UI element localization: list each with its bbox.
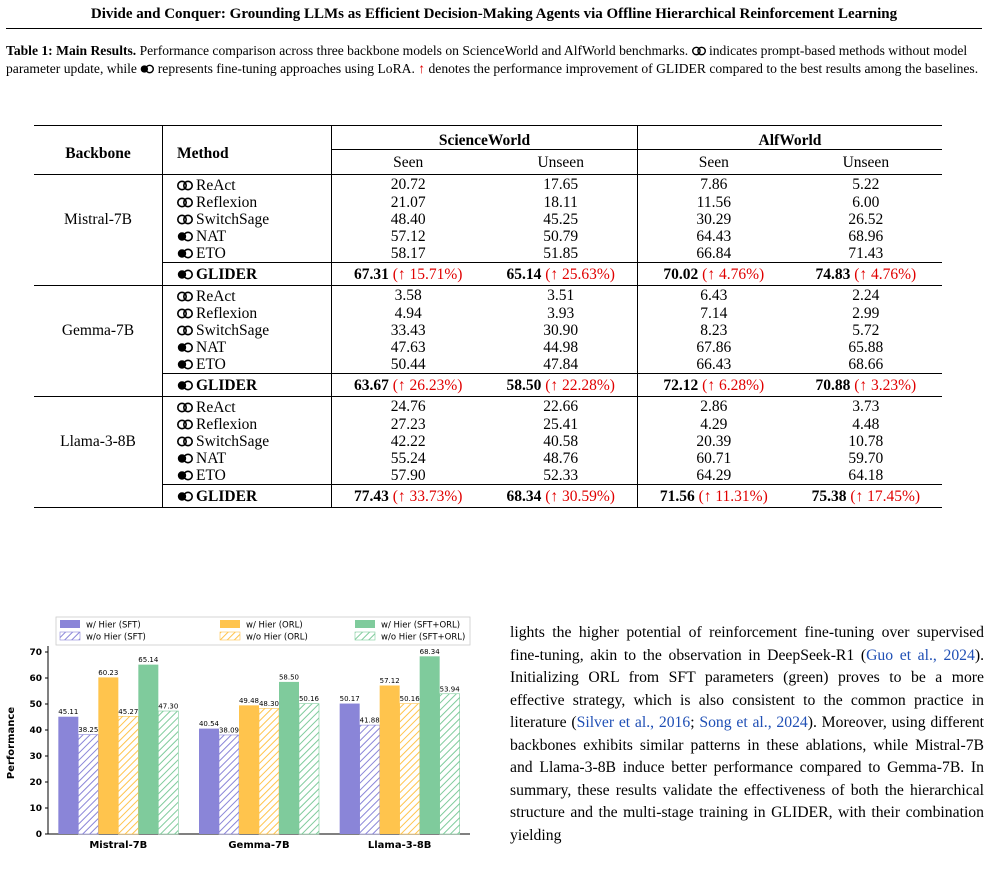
caption-bold: Main Results.: [56, 43, 137, 58]
table-row: [34, 356, 942, 374]
citation-song-year[interactable]: 2024: [776, 714, 808, 731]
table-caption: [6, 42, 982, 78]
glider-value: 70.88: [815, 376, 851, 394]
full-circle-icon: [177, 359, 193, 370]
value-cell: 50.44: [332, 356, 485, 374]
sw-seen-header: Seen: [332, 150, 485, 175]
running-header: Divide and Conquer: Grounding LLMs as Efficient Decision-Making Agents via Offline Hierarchical Reinforcement Learning: [90, 6, 898, 22]
method-cell: [163, 245, 332, 263]
value-cell: 68.66: [848, 356, 884, 373]
improvement-badge: (↑ 3.23%): [854, 376, 917, 394]
value-cell: 5.72: [852, 322, 880, 339]
value-cell: 59.70: [848, 450, 884, 467]
method-name: ETO: [196, 245, 226, 262]
bar: [118, 716, 138, 834]
value-cell: 27.23: [332, 416, 485, 433]
y-tick-label: 70: [29, 648, 42, 658]
x-tick-label: Mistral-7B: [89, 840, 148, 851]
full-circle-icon: [177, 380, 193, 391]
value-cell: 7.86: [637, 175, 789, 195]
glider-value: 67.31: [353, 265, 389, 283]
value-cell: 55.24: [332, 450, 485, 467]
value-cell: 3.51: [547, 287, 575, 304]
legend-label: w/ Hier (SFT): [86, 620, 141, 631]
citation-silver[interactable]: [577, 714, 691, 731]
half-circle-icon: [177, 419, 193, 430]
half-circle-icon: [692, 46, 706, 56]
bar: [440, 694, 460, 834]
full-circle-icon: [177, 269, 193, 280]
full-circle-icon: [177, 342, 193, 353]
full-circle-icon: [177, 231, 193, 242]
citation-sep-2: ,: [650, 714, 659, 731]
half-circle-icon: [177, 308, 193, 319]
bar-value-label: 50.16: [298, 695, 320, 704]
value-cell: 66.84: [637, 245, 789, 263]
caption-label: Table 1:: [6, 43, 53, 58]
table-row: [34, 194, 942, 211]
method-name: SwitchSage: [196, 322, 270, 339]
caption-part3: represents fine-tuning approaches using LoRA.: [157, 61, 415, 76]
method-name: ETO: [196, 356, 226, 373]
method-cell: [163, 374, 332, 397]
value-cell: 68.96: [848, 228, 884, 245]
improvement-badge: (↑ 11.31%): [698, 487, 768, 505]
value-cell: 2.99: [852, 305, 880, 322]
bar-value-label: 65.14: [138, 656, 159, 665]
method-cell: [163, 263, 332, 286]
bar-value-label: 49.48: [238, 696, 260, 705]
glider-value: 71.56: [659, 487, 695, 505]
citation-silver-author[interactable]: Silver et al.: [576, 714, 651, 731]
table-row: [34, 467, 942, 485]
table-row: [34, 433, 942, 450]
method-cell: [163, 322, 332, 339]
method-name: Reflexion: [196, 194, 258, 211]
value-cell: 24.76: [332, 397, 485, 417]
y-tick-label: 60: [29, 674, 42, 684]
sw-unseen-header: Unseen: [537, 153, 584, 171]
bar-value-label: 50.16: [399, 695, 420, 704]
bar: [259, 708, 279, 834]
legend-label: w/o Hier (ORL): [246, 632, 308, 643]
value-cell: 47.84: [543, 356, 579, 373]
bar-value-label: 48.30: [258, 699, 280, 708]
improvement-badge: (↑ 25.63%): [545, 265, 615, 283]
bar: [78, 735, 98, 834]
body-paragraph: [510, 622, 984, 847]
glider-value: 75.38: [811, 487, 847, 505]
y-tick-label: 30: [29, 752, 42, 762]
method-cell: [163, 286, 332, 306]
value-cell: 3.93: [547, 305, 575, 322]
value-cell: 45.25: [543, 211, 579, 228]
glider-value-cell: [484, 485, 637, 508]
glider-value-cell: [637, 374, 789, 397]
citation-guo[interactable]: [866, 647, 975, 664]
method-name: ReAct: [196, 177, 236, 194]
legend-label: w/ Hier (SFT+ORL): [381, 620, 461, 631]
full-circle-icon: [177, 248, 193, 259]
table-row: [34, 245, 942, 263]
value-cell: 3.73: [852, 398, 880, 415]
ablation-bar-chart: [0, 612, 482, 876]
bar-value-label: 58.50: [278, 673, 300, 682]
up-arrow-icon: ↑: [418, 61, 426, 76]
y-tick-label: 10: [29, 804, 42, 814]
value-cell: 71.43: [848, 245, 884, 262]
glider-value-cell: [332, 374, 485, 397]
bar-value-label: 50.17: [339, 695, 360, 704]
body-text-3: ). Moreover, using different backbones exhibits similar patterns in these ablations, while Mistral-7B and Llama-3-8B induce better performance compared to Gemma-7B. In summary, these results validate the effectiveness of both the hierarchical structure and the multi-stage training in GLIDER, with their combination yielding: [510, 714, 985, 844]
glider-value: 58.50: [506, 376, 542, 394]
full-circle-icon: [177, 470, 193, 481]
legend-label: w/ Hier (ORL): [246, 620, 303, 631]
value-cell: 20.39: [637, 433, 789, 450]
improvement-badge: (↑ 26.23%): [392, 376, 463, 394]
glider-value-cell: [790, 263, 942, 286]
body-text-2: ). Initializing ORL from SFT parameters (green) proves to be a more effective strategy, which is also consistent to the common practice in literature (: [510, 646, 984, 731]
table-row: [34, 416, 942, 433]
bar: [158, 711, 178, 834]
value-cell: 25.41: [543, 416, 579, 433]
group-alfworld: AlfWorld: [637, 126, 942, 150]
results-table: [34, 125, 942, 508]
improvement-badge: (↑ 17.45%): [850, 487, 921, 505]
value-cell: 64.18: [848, 467, 884, 484]
method-name: SwitchSage: [196, 211, 270, 228]
method-cell: [163, 467, 332, 485]
bar-value-label: 38.09: [218, 726, 240, 735]
full-circle-icon: [177, 453, 193, 464]
method-name: ETO: [196, 467, 226, 484]
bar: [219, 735, 239, 834]
method-cell: [163, 305, 332, 322]
value-cell: 8.23: [637, 322, 789, 339]
value-cell: 33.43: [332, 322, 485, 339]
value-cell: 4.48: [852, 416, 880, 433]
value-cell: 65.88: [848, 339, 884, 356]
table-row: [34, 211, 942, 228]
value-cell: 60.71: [637, 450, 789, 467]
legend-swatch: [60, 632, 80, 640]
x-tick-label: Llama-3-8B: [367, 840, 432, 851]
y-tick-label: 50: [29, 700, 42, 710]
group-scienceworld: ScienceWorld: [332, 126, 638, 150]
improvement-badge: (↑ 4.76%): [702, 265, 765, 283]
value-cell: 2.86: [637, 397, 789, 417]
legend-swatch: [60, 620, 80, 628]
value-cell: 22.66: [543, 398, 579, 415]
improvement-badge: (↑ 22.28%): [545, 376, 615, 394]
bar: [299, 704, 319, 834]
method-cell: [163, 339, 332, 356]
method-name: ReAct: [196, 399, 236, 416]
value-cell: 17.65: [543, 176, 579, 193]
glider-value-cell: [332, 485, 485, 508]
value-cell: 66.43: [637, 356, 789, 374]
table-row: [34, 450, 942, 467]
glider-value-cell: [484, 263, 637, 286]
header-rule: [6, 28, 982, 29]
aw-unseen-header: Unseen: [842, 153, 890, 171]
value-cell: 10.78: [848, 433, 884, 450]
half-circle-icon: [177, 197, 193, 208]
backbone-cell: Mistral-7B: [34, 175, 163, 286]
legend-label: w/o Hier (SFT): [86, 632, 146, 643]
backbone-cell: Llama-3-8B: [34, 397, 163, 508]
glider-value-cell: [790, 485, 942, 508]
improvement-badge: (↑ 15.71%): [392, 265, 463, 283]
value-cell: 57.12: [332, 228, 485, 245]
citation-song[interactable]: [699, 714, 807, 731]
value-cell: 44.98: [543, 339, 579, 356]
improvement-badge: (↑ 30.59%): [545, 487, 615, 505]
value-cell: 30.90: [543, 322, 579, 339]
method-name: Reflexion: [196, 416, 258, 433]
glider-value: 68.34: [506, 487, 542, 505]
table-row-glider: [34, 263, 942, 286]
bar: [199, 729, 219, 834]
value-cell: 48.76: [543, 450, 579, 467]
value-cell: 4.29: [637, 416, 789, 433]
method-name: GLIDER: [196, 376, 258, 394]
bar-value-label: 38.25: [78, 726, 99, 735]
method-name: GLIDER: [196, 265, 258, 283]
method-cell: [163, 211, 332, 228]
method-cell: [163, 485, 332, 508]
table-row: [34, 228, 942, 245]
glider-value-cell: [637, 263, 789, 286]
value-cell: 26.52: [848, 211, 884, 228]
table-row-glider: [34, 485, 942, 508]
value-cell: 48.40: [332, 211, 485, 228]
half-circle-icon: [177, 325, 193, 336]
y-tick-label: 20: [29, 778, 42, 788]
value-cell: 4.94: [332, 305, 485, 322]
col-backbone: Backbone: [65, 144, 131, 162]
bar: [138, 665, 158, 834]
full-circle-icon: [140, 64, 154, 74]
half-circle-icon: [177, 436, 193, 447]
value-cell: 58.17: [332, 245, 485, 263]
value-cell: 21.07: [332, 194, 485, 211]
citation-sep-4: ,: [767, 714, 777, 731]
y-axis-label: Performance: [6, 706, 17, 780]
glider-value-cell: [790, 374, 942, 397]
citation-guo-author[interactable]: Guo et al.: [866, 646, 933, 664]
bar-value-label: 41.88: [359, 716, 380, 725]
half-circle-icon: [177, 214, 193, 225]
caption-part2: indicates prompt-based methods without model parameter update, while: [6, 43, 968, 76]
legend-label: w/o Hier (SFT+ORL): [381, 632, 466, 643]
method-cell: [163, 450, 332, 467]
half-circle-icon: [177, 291, 193, 302]
method-name: NAT: [196, 339, 227, 356]
bar: [98, 677, 118, 834]
value-cell: 3.58: [332, 286, 485, 306]
backbone-cell: Gemma-7B: [34, 286, 163, 397]
glider-value-cell: [637, 485, 789, 508]
value-cell: 52.33: [543, 467, 579, 484]
method-cell: [163, 194, 332, 211]
table-row: [34, 339, 942, 356]
value-cell: 67.86: [637, 339, 789, 356]
value-cell: 64.29: [637, 467, 789, 485]
value-cell: 6.00: [852, 194, 880, 211]
value-cell: 7.14: [637, 305, 789, 322]
bar: [239, 705, 259, 834]
bar-value-label: 40.54: [198, 720, 220, 729]
bar-value-label: 60.23: [98, 668, 119, 677]
method-cell: [163, 416, 332, 433]
method-cell: [163, 175, 332, 195]
bar: [58, 717, 78, 834]
bar: [360, 725, 380, 834]
method-cell: [163, 356, 332, 374]
glider-value: 77.43: [353, 487, 389, 505]
half-circle-icon: [177, 180, 193, 191]
value-cell: 57.90: [332, 467, 485, 485]
citation-sep-1: ,: [932, 646, 944, 664]
glider-value-cell: [332, 263, 485, 286]
legend-swatch: [220, 620, 240, 628]
bar-value-label: 45.11: [58, 708, 79, 717]
method-name: ReAct: [196, 288, 236, 305]
bar-value-label: 45.27: [118, 707, 139, 716]
value-cell: 50.79: [543, 228, 579, 245]
table-row: [34, 305, 942, 322]
bar-value-label: 68.34: [419, 647, 440, 656]
half-circle-icon: [177, 402, 193, 413]
col-method: Method: [163, 126, 332, 175]
method-cell: [163, 433, 332, 450]
table-row-glider: [34, 374, 942, 397]
citation-song-author[interactable]: Song et al.: [699, 714, 768, 731]
aw-seen-header: Seen: [637, 150, 789, 175]
glider-value: 63.67: [353, 376, 389, 394]
value-cell: 51.85: [543, 245, 579, 262]
legend-swatch: [220, 632, 240, 640]
improvement-badge: (↑ 4.76%): [854, 265, 917, 283]
value-cell: 2.24: [852, 287, 880, 304]
value-cell: 40.58: [543, 433, 579, 450]
method-name: NAT: [196, 450, 227, 467]
value-cell: 6.43: [637, 286, 789, 306]
value-cell: 47.63: [332, 339, 485, 356]
caption-part1: Performance comparison across three backbone models on ScienceWorld and AlfWorld benchmarks.: [136, 43, 689, 58]
method-name: Reflexion: [196, 305, 258, 322]
bar: [420, 656, 440, 834]
value-cell: 64.43: [637, 228, 789, 245]
citation-guo-year[interactable]: 2024: [943, 646, 975, 664]
y-tick-label: 40: [29, 726, 42, 736]
bar: [380, 685, 400, 834]
value-cell: 30.29: [637, 211, 789, 228]
y-tick-label: 0: [35, 830, 42, 840]
bar: [400, 704, 420, 834]
glider-value: 74.83: [815, 265, 851, 283]
value-cell: 20.72: [332, 175, 485, 195]
legend-swatch: [355, 620, 375, 628]
method-cell: [163, 397, 332, 417]
value-cell: 42.22: [332, 433, 485, 450]
method-name: SwitchSage: [196, 433, 270, 450]
improvement-badge: (↑ 6.28%): [702, 376, 765, 394]
glider-value: 65.14: [506, 265, 542, 283]
value-cell: 11.56: [637, 194, 789, 211]
bar-value-label: 47.30: [158, 702, 179, 711]
bar: [340, 704, 360, 834]
glider-value-cell: [484, 374, 637, 397]
method-cell: [163, 228, 332, 245]
citation-sep-3: ;: [690, 714, 700, 731]
bar-value-label: 53.94: [439, 685, 460, 694]
caption-part4: denotes the performance improvement of GLIDER compared to the best results among the baselines.: [428, 61, 979, 76]
method-name: NAT: [196, 228, 227, 245]
improvement-badge: (↑ 33.73%): [392, 487, 463, 505]
bar-value-label: 57.12: [379, 676, 400, 685]
body-text-1: lights the higher potential of reinforcement fine-tuning over supervised fine-tuning, akin to the observation in DeepSeek-R1 (: [510, 624, 984, 664]
table-row: [34, 397, 942, 417]
table-row: [34, 175, 942, 195]
x-tick-label: Gemma-7B: [228, 840, 290, 851]
full-circle-icon: [177, 491, 193, 502]
table-row: [34, 286, 942, 306]
bar: [279, 682, 299, 834]
glider-value: 70.02: [663, 265, 699, 283]
table-row: [34, 322, 942, 339]
citation-silver-year[interactable]: 2016: [658, 714, 691, 731]
method-name: GLIDER: [196, 487, 258, 505]
value-cell: 5.22: [852, 176, 880, 193]
legend-swatch: [355, 632, 375, 640]
value-cell: 18.11: [543, 194, 578, 211]
glider-value: 72.12: [663, 376, 699, 394]
